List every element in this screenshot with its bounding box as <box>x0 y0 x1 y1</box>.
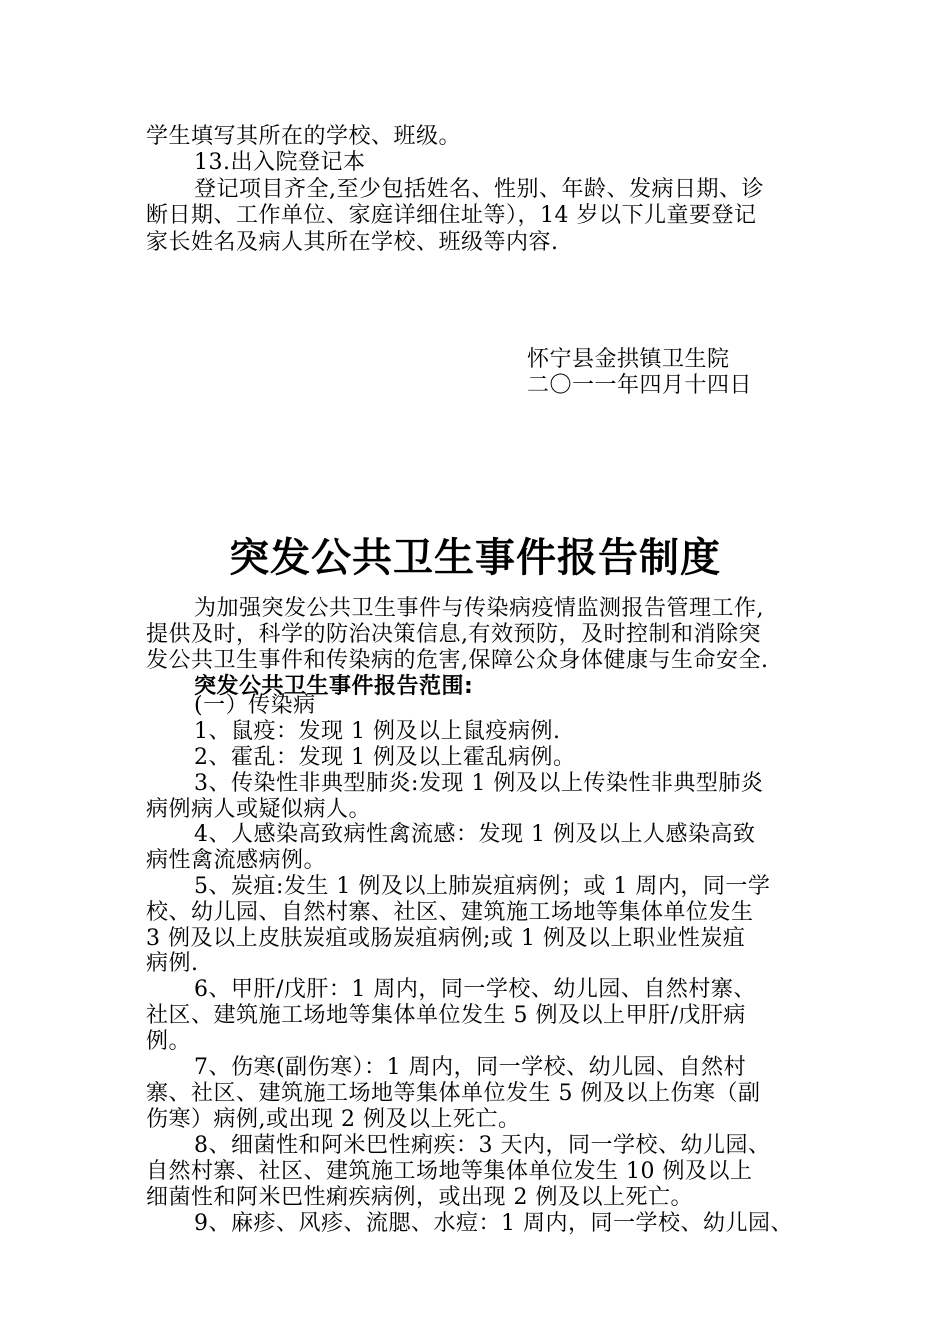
paragraph-line: 发公共卫生事件和传染病的危害,保障公众身体健康与生命安全. <box>146 648 769 673</box>
list-item-continuation: 病例病人或疑似病人。 <box>146 797 372 822</box>
list-item: 7、伤寒(副伤寒）：1 周内，同一学校、幼儿园、自然村 <box>194 1055 747 1080</box>
paragraph-line: 为加强突发公共卫生事件与传染病疫情监测报告管理工作, <box>194 596 764 621</box>
list-item: 9、麻疹、风疹、流腮、水痘：1 周内，同一学校、幼儿园、 <box>194 1211 793 1236</box>
list-item-continuation: 寨、社区、建筑施工场地等集体单位发生 5 例及以上伤寒（副 <box>146 1081 761 1106</box>
list-item-continuation: 3 例及以上皮肤炭疽或肠炭疽病例;或 1 例及以上职业性炭疽 <box>146 926 746 951</box>
subsection-heading: (一）传染病 <box>194 693 316 718</box>
list-item: 4、人感染高致病性禽流感：发现 1 例及以上人感染高致 <box>194 822 756 847</box>
list-item-continuation: 病性禽流感病例。 <box>146 848 327 873</box>
paragraph-line: 家长姓名及病人其所在学校、班级等内容. <box>146 230 559 255</box>
paragraph-line: 学生填写其所在的学校、班级。 <box>146 124 462 149</box>
section-heading: 突发公共卫生事件报告范围: <box>194 674 474 699</box>
list-item-continuation: 病例. <box>146 951 199 976</box>
paragraph-line: 提供及时，科学的防治决策信息,有效预防，及时控制和消除突 <box>146 622 761 647</box>
list-item-continuation: 校、幼儿园、自然村寨、社区、建筑施工场地等集体单位发生 <box>146 900 754 925</box>
list-item: 1、鼠疫：发现 1 例及以上鼠疫病例. <box>194 719 561 744</box>
paragraph-line: 断日期、工作单位、家庭详细住址等），14 岁以下儿童要登记 <box>146 203 757 228</box>
list-item: 5、炭疽:发生 1 例及以上肺炭疽病例；或 1 周内，同一学 <box>194 874 771 899</box>
list-item: 8、细菌性和阿米巴性痢疾：3 天内，同一学校、幼儿园、 <box>194 1133 771 1158</box>
list-item-continuation: 细菌性和阿米巴性痢疾病例，或出现 2 例及以上死亡。 <box>146 1185 693 1210</box>
list-item: 3、传染性非典型肺炎:发现 1 例及以上传染性非典型肺炎 <box>194 771 764 796</box>
paragraph-line: 登记项目齐全,至少包括姓名、性别、年龄、发病日期、诊 <box>194 177 764 202</box>
list-item: 6、甲肝/戊肝：1 周内，同一学校、幼儿园、自然村寨、 <box>194 977 756 1002</box>
document-title: 突发公共卫生事件报告制度 <box>229 535 721 581</box>
list-item: 2、霍乱：发现 1 例及以上霍乱病例。 <box>194 745 576 770</box>
section-heading-13: 13.出入院登记本 <box>194 150 366 175</box>
list-item-continuation: 社区、建筑施工场地等集体单位发生 5 例及以上甲肝/戊肝病 <box>146 1003 746 1028</box>
signature-org: 怀宁县金拱镇卫生院 <box>527 347 730 372</box>
list-item-continuation: 伤寒）病例,或出现 2 例及以上死亡。 <box>146 1107 521 1132</box>
list-item-continuation: 自然村寨、社区、建筑施工场地等集体单位发生 10 例及以上 <box>146 1159 753 1184</box>
signature-date: 二〇一一年四月十四日 <box>527 373 753 398</box>
list-item-continuation: 例。 <box>146 1029 192 1054</box>
